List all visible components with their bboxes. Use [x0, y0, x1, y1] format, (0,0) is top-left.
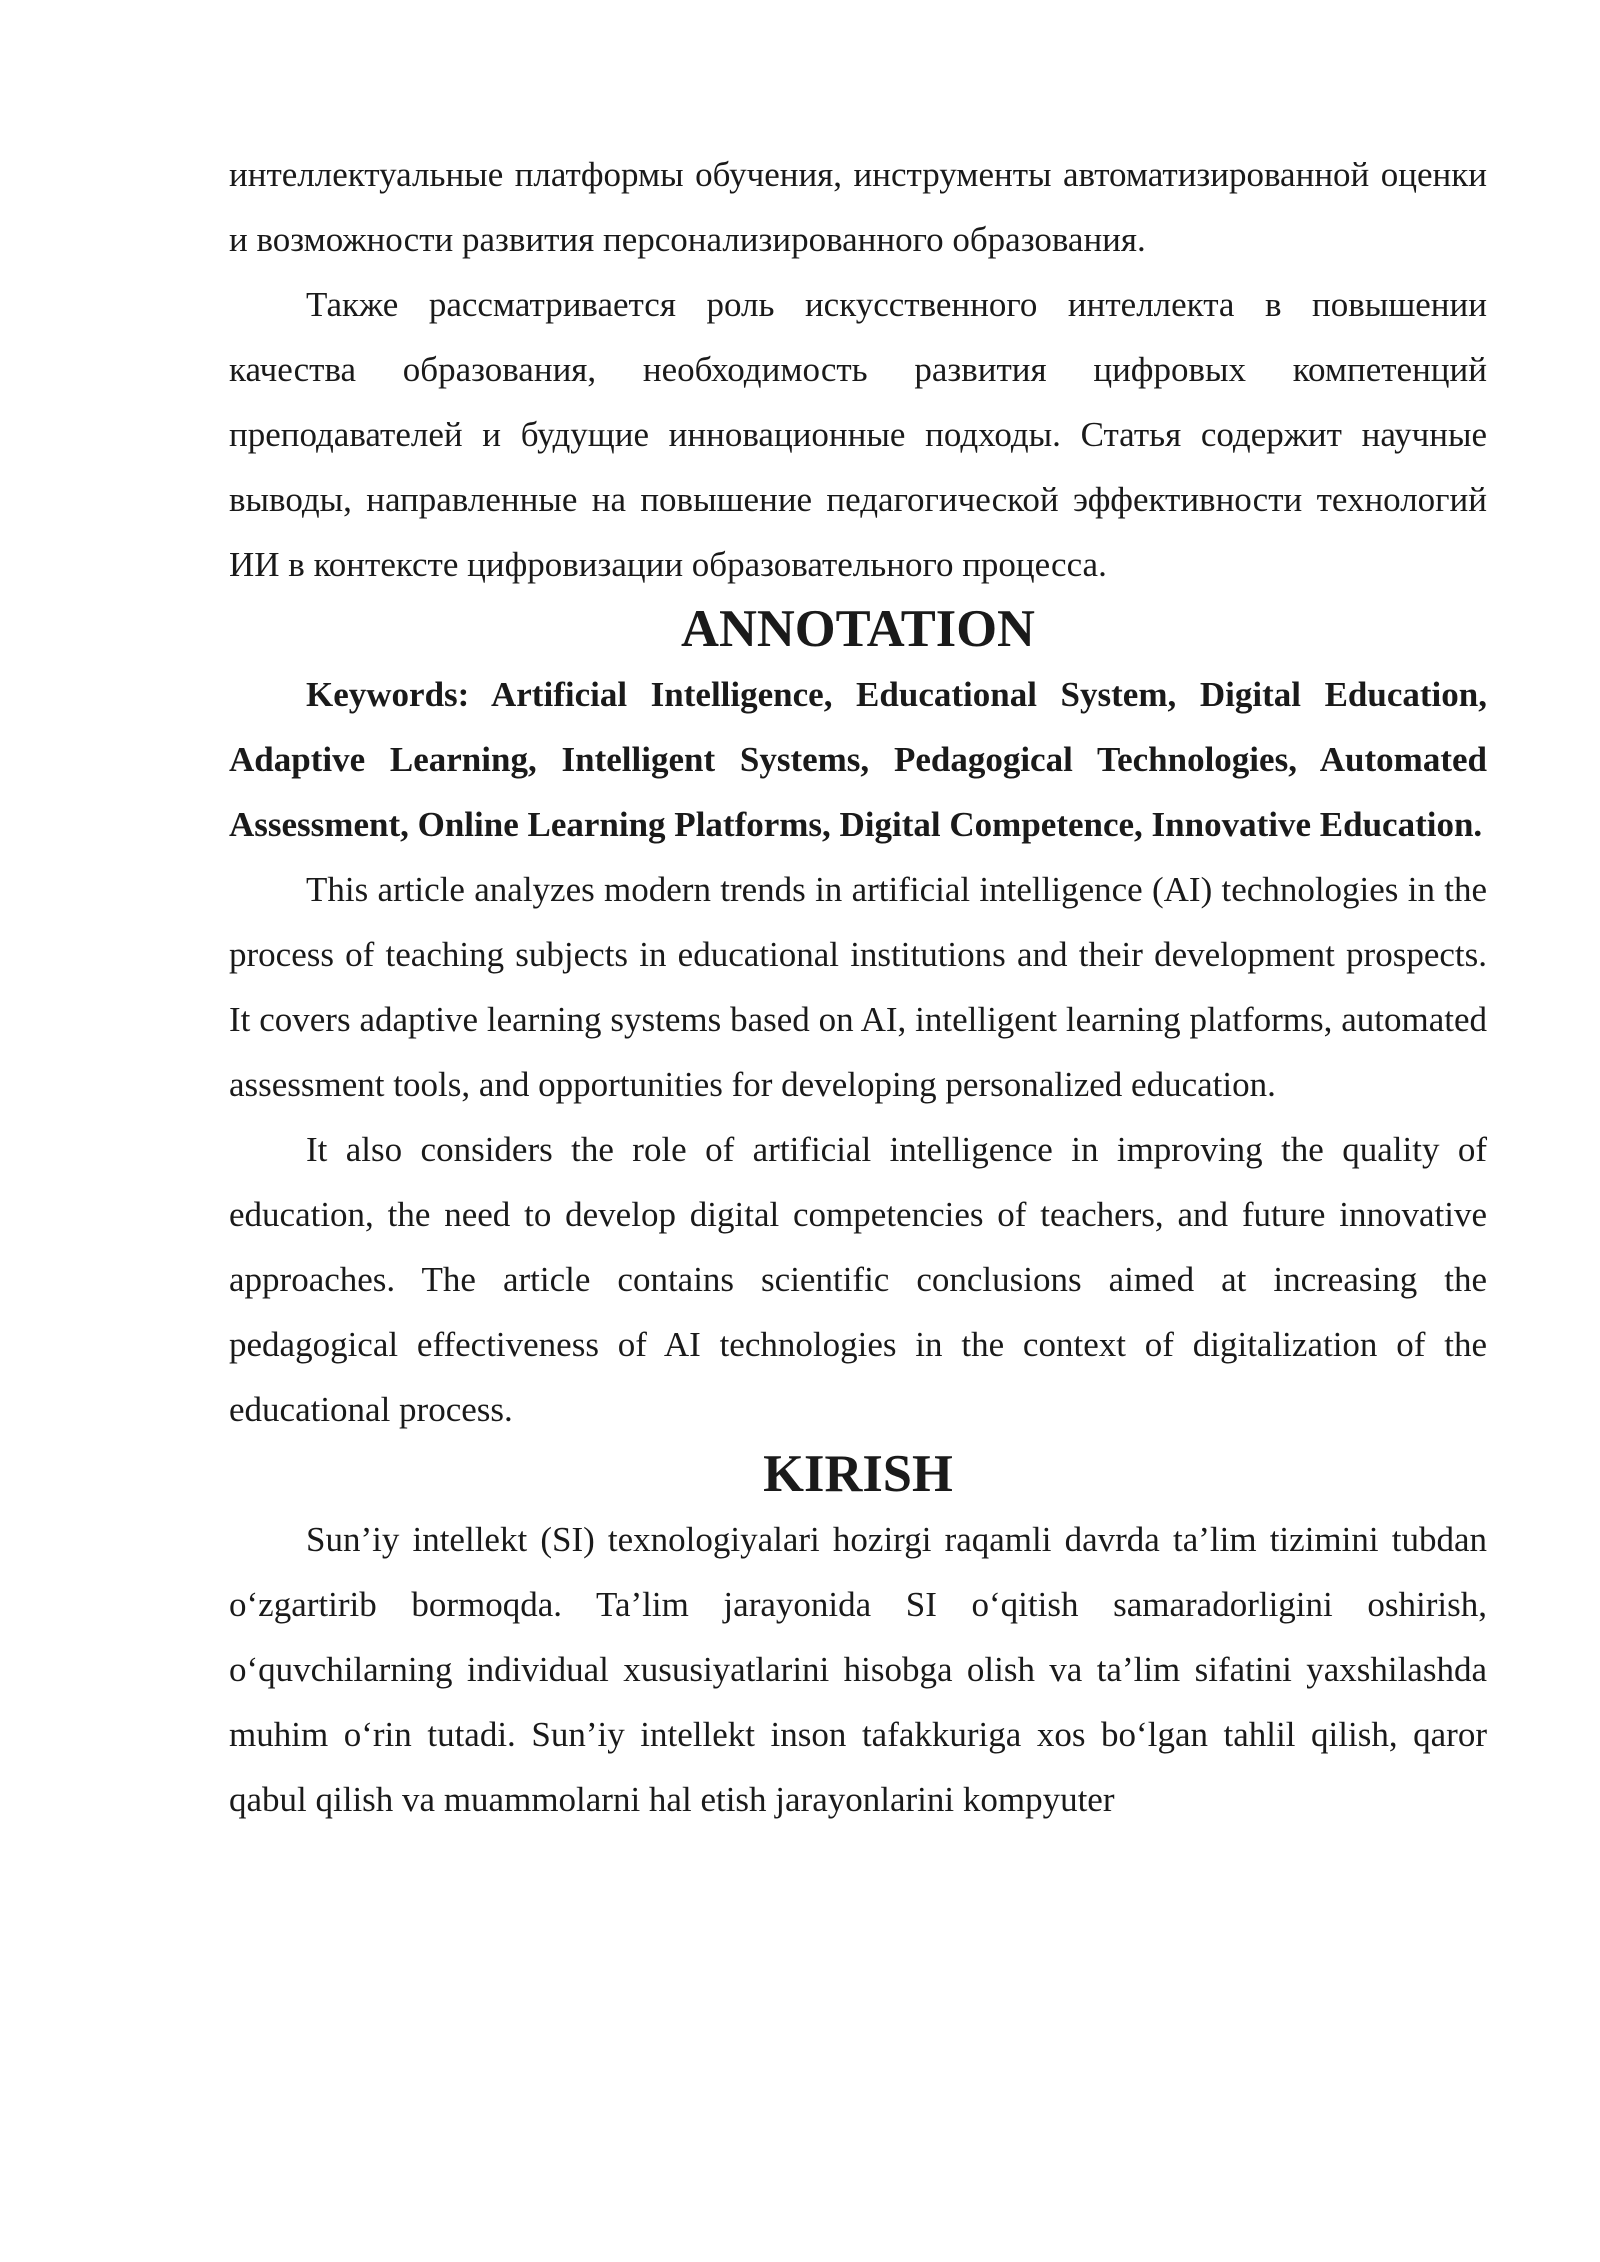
annotation-paragraph-1: This article analyzes modern trends in artificial intelligence (AI) technologies in the process of teaching subjects in educational institutions and their development prospects. It covers adaptive learning systems based on AI, intelligent learning platforms, automated assessment tools, and opportunities for developing personalized education.: [229, 870, 1487, 1104]
kirish-heading: KIRISH: [763, 1445, 953, 1503]
annotation-heading: ANNOTATION: [681, 600, 1035, 658]
keywords-paragraph: Keywords: Artificial Intelligence, Educational System, Digital Education, Adaptive Learning, Intelligent Systems, Pedagogical Technologies, Automated Assessment, Online Learning Platforms, Digital Competence, Innovative Education.: [229, 675, 1487, 844]
annotation-paragraph-2: It also considers the role of artificial intelligence in improving the quality of education, the need to develop digital competencies of teachers, and future innovative approaches. The article contains scientific conclusions aimed at increasing the pedagogical effectiveness of AI technologies in the context of digitalization of the educational process.: [229, 1130, 1487, 1429]
ru-abstract-continuation: интеллектуальные платформы обучения, инструменты автоматизированной оценки и возможности развития персонализированного образования.: [229, 155, 1487, 259]
kirish-paragraph-1: Sun’iy intellekt (SI) texnologiyalari hozirgi raqamli davrda ta’lim tizimini tubdan o‘zgartirib bormoqda. Ta’lim jarayonida SI o‘qitish samaradorligini oshirish, o‘quvchilarning individual xususiyatlarini hisobga olish va ta’lim sifatini yaxshilashda muhim o‘rin tutadi. Sun’iy intellekt inson tafakkuriga xos bo‘lgan tahlil qilish, qaror qabul qilish va muammolarni hal etish jarayonlarini kompyuter: [229, 1520, 1487, 1819]
ru-abstract-paragraph: Также рассматривается роль искусственного интеллекта в повышении качества образования, необходимость развития цифровых компетенций преподавателей и будущие инновационные подходы. Статья содержит научные выводы, направленные на повышение педагогической эффективности технологий ИИ в контексте цифровизации образовательного процесса.: [229, 285, 1487, 584]
document-page: [229, 142, 1487, 1832]
